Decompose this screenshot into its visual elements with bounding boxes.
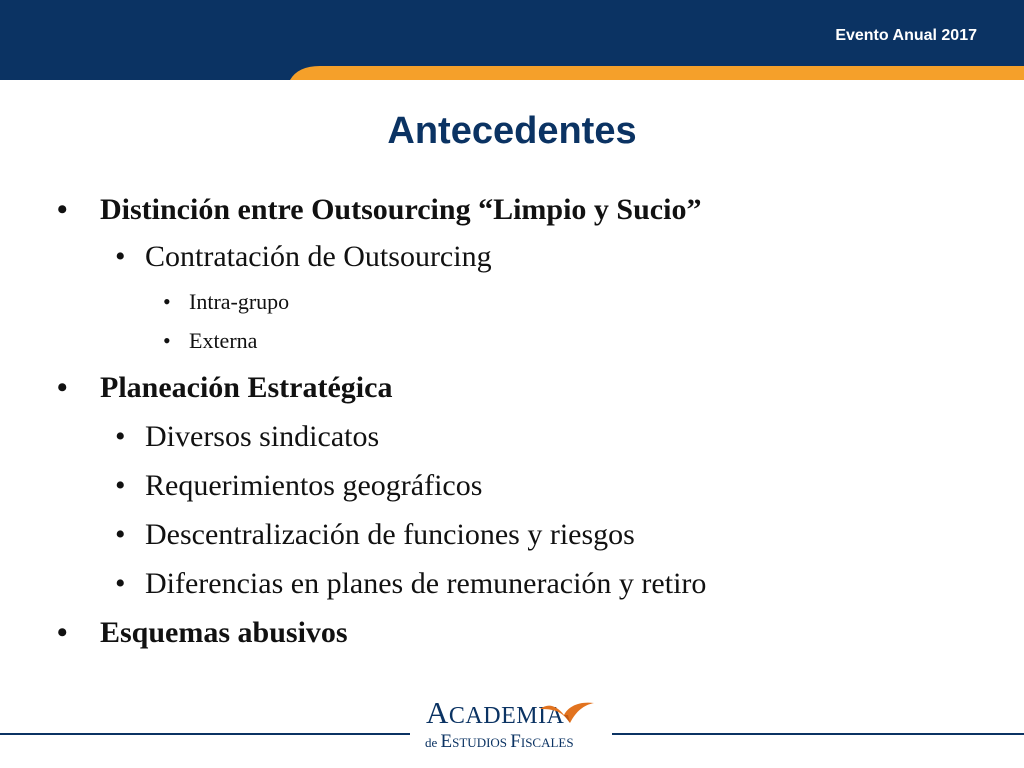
bullet-item — [57, 371, 393, 405]
bird-logo-icon — [538, 697, 598, 729]
bullet-dot: • — [115, 240, 126, 273]
bullet-item — [115, 240, 492, 274]
footer-line-right — [612, 733, 1024, 735]
bullet-dot: • — [163, 328, 171, 353]
bullet-text: Descentralización de funciones y riesgos — [145, 518, 635, 551]
bullet-text: Diferencias en planes de remuneración y retiro — [145, 567, 707, 600]
bullet-dot: • — [163, 289, 171, 314]
logo-line-2: de ESTUDIOS FISCALES — [425, 731, 574, 752]
bullet-item — [163, 289, 290, 315]
footer-line-left — [0, 733, 410, 735]
bullet-text: Planeación Estratégica — [100, 371, 393, 404]
bullet-item — [115, 567, 707, 601]
bullet-text: Diversos sindicatos — [145, 420, 380, 453]
bullet-dot: • — [57, 616, 68, 649]
bullet-dot: • — [115, 518, 126, 551]
bullet-item — [115, 420, 380, 454]
bullet-dot: • — [57, 193, 68, 226]
bullet-dot: • — [115, 469, 126, 502]
bullet-text: Contratación de Outsourcing — [145, 240, 492, 273]
slide-title: Antecedentes — [387, 110, 637, 152]
bullet-item — [57, 193, 702, 227]
bullet-text: Intra-grupo — [189, 289, 290, 314]
bullet-item — [115, 469, 483, 503]
academia-logo — [418, 693, 608, 761]
bullet-item — [115, 518, 635, 552]
bullet-text: Distinción entre Outsourcing “Limpio y Sucio” — [100, 193, 702, 226]
bullet-item — [163, 328, 258, 354]
bullet-item — [57, 616, 348, 650]
bullet-dot: • — [115, 567, 126, 600]
bullet-text: Requerimientos geográficos — [145, 469, 483, 502]
bullet-text: Externa — [189, 328, 258, 353]
logo-line-1: ACADEMIA — [426, 695, 565, 730]
bullet-dot: • — [115, 420, 126, 453]
bullet-text: Esquemas abusivos — [100, 616, 348, 649]
event-label: Evento Anual 2017 — [835, 27, 977, 44]
bullet-dot: • — [57, 371, 68, 404]
